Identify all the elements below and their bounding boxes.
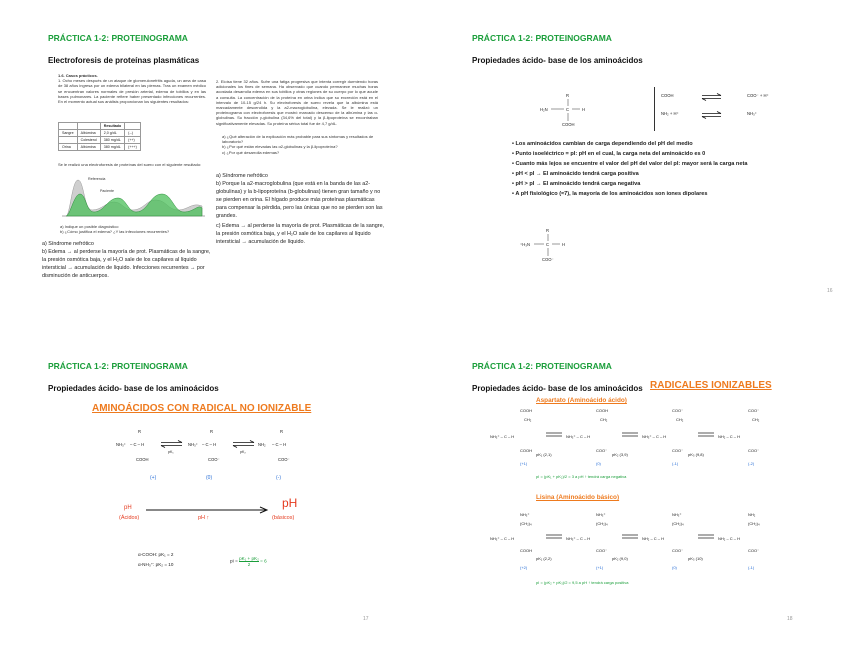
case-1-block (58, 73, 206, 104)
ph-label-right: pH (282, 496, 298, 510)
form-cationic: R NH₃⁺ – C – H COOH (116, 429, 149, 462)
answers-case-2 (216, 172, 386, 246)
table-header: Resultado (100, 123, 124, 130)
pi-formula: pI = $\frac{\text{pK₁ + pK₂}}{2}$ = 6 (230, 556, 267, 567)
aspartate-title: Aspartato (Aminoácido ácido) (536, 397, 627, 404)
answer-b: b) Edema → al perderse la mayoría de prot. Plasmáticas de la sangre, la presión osmótica baja, y el H₂O sale de los capilares al líquido intersticial → acumulación de líquido. Infecciones recurrentes → por disminución de anticuerpos. (42, 249, 211, 279)
svg-text:COO⁻: COO⁻ (748, 448, 760, 453)
svg-text:COOH: COOH (520, 548, 532, 553)
charge-negative: (-) (276, 475, 281, 481)
svg-text:(CH₂)₄: (CH₂)₄ (520, 521, 532, 526)
equilibrium-1-right: COO⁻ + H⁺ (747, 93, 769, 98)
bullet-item: • Punto isoeléctrico = pI: pH en el cual, la carga neta del aminoácido es 0 (512, 151, 706, 157)
slide-header: PRÁCTICA 1-2: PROTEINOGRAMA (472, 33, 612, 43)
equilibrium-arrows-icon (701, 93, 723, 101)
svg-text:COOH: COOH (596, 408, 608, 413)
svg-text:NH₃⁺: NH₃⁺ (520, 512, 530, 517)
question-b: b) ¿Cómo justifica el edema? ¿Y las infecciones recurrentes? (60, 229, 170, 235)
answer2-b: b) Porque la a2-macroglobulina (que está en la banda de las a2-globulinas) y la b-lipoproteína (b-globulinas) tienen gran tamaño y no se pierden en orina. El hígado produce más proteínas plasmáticas para compensar la pérdida, pero las únicas que no se pierden son las grandes. (216, 181, 383, 219)
svg-text:NH₃⁺ – C – H: NH₃⁺ – C – H (642, 434, 667, 439)
question-b: b) ¿Por qué están elevadas las α2-globulinas y la β-lipoproteína? (222, 144, 338, 150)
lysine-title: Lisina (Aminoácido básico) (536, 494, 620, 501)
case-1-questions (60, 224, 208, 234)
svg-text:NH₃⁺ – C – H: NH₃⁺ – C – H (566, 434, 591, 439)
svg-text:CH₂: CH₂ (676, 417, 684, 422)
pk2-label: pK₂ (240, 450, 246, 454)
bullet-item: • Los aminoácidos cambian de carga dependiendo del pH del medio (512, 141, 693, 147)
ph-acid-label: (Ácidos) (119, 515, 140, 521)
svg-text:NH₂ – C – H: NH₂ – C – H (718, 536, 741, 541)
svg-text:CH₂: CH₂ (600, 417, 608, 422)
table-row: Colesterol 380 mg/dL (++) (59, 137, 141, 144)
table-row: Sangre Albúmina 2,0 g/dL (--) (59, 130, 141, 137)
svg-text:NH₂: NH₂ (748, 512, 756, 517)
svg-text:COO⁻: COO⁻ (748, 408, 760, 413)
pk-value: α-NH₃⁺: pK₂ = 10 (138, 562, 174, 567)
slide-subtitle: Electroforesis de proteínas plasmáticas (48, 56, 200, 65)
slide-subtitle: Propiedades ácido- base de los aminoácidos (472, 384, 643, 393)
svg-text:COOH: COOH (520, 448, 532, 453)
aspartate-formula: pI = (pK₁ + pK₂)/2 = 3 a pH ↑ tendrá carga negativa (536, 474, 627, 479)
zwitterion-structure: R ⁺H₃N C H COO⁻ (520, 228, 566, 262)
section-title: RADICALES IONIZABLES (650, 380, 772, 391)
ph-basic-label: (básicos) (272, 515, 295, 521)
case-heading: 1.6. Casos prácticos. (58, 73, 98, 78)
question-a: a) Indique un posible diagnóstico (60, 224, 119, 229)
graph-label-reference: Referencia (88, 177, 106, 181)
bullet-list (512, 139, 832, 199)
lysine-labels: pK₁ (2,2) pK₂ (9,0) pK₃ (10) (+2) (+1) (0) (-1) (520, 556, 755, 570)
case-2-text: 2. Eloísa tiene 32 años. Sufre una fatiga progresiva que intenta corregir durmiendo horas adicionales los fines de semana. Ha observado que cuando permanece muchas horas acostada desarrolla edema en sus tobillos y otras regiones de su cuerpo por lo que acude a consulta. La concentración de la proteína en orina indica que su excreción está en el intervalo de 10-15 g/24 h. Su electroforesis de suero revela que la albúmina está marcadamente descendida y la a2-macroglobulina, elevada. Se le realizó un proteinograma con electroforesis que mostró marcado descenso de la albúmina y las α-globulinas. Su fracción γ-globulina (34,6% del total) y la β-lipoproteína se encontraban significativamente elevadas. Su proteína sérica total fue de 4,7 g/dL. (216, 79, 378, 126)
slide-subtitle: Propiedades ácido- base de los aminoácidos (48, 384, 219, 393)
slide-subtitle: Propiedades ácido- base de los aminoácidos (472, 56, 643, 65)
svg-text:NH₂ – C – H: NH₂ – C – H (718, 434, 741, 439)
slide-header: PRÁCTICA 1-2: PROTEINOGRAMA (472, 361, 612, 371)
equilibrium-arrows-icon (701, 111, 723, 119)
equilibrium-arrows-icon (160, 440, 184, 448)
table-row: Orina Albúmina 380 mg/dL (+++) (59, 144, 141, 151)
case-1-text-2: Se le realizó una electroforesis de proteínas del suero con el siguiente resultado: (58, 162, 202, 167)
equilibrium-box (654, 87, 805, 131)
case-1-text: 1. Ocho meses después de un ataque de glomerulonefritis aguda, un ama de casa de 38 años ingresa por un edema bilateral en las piernas. Tras un examen médico se encuentran valores normales de presión arterial, edema de tobillos y en las bases pulmonares. La paciente refiere haber presentado infecciones recurrentes. En el momento actual sus análisis proporcionan los siguientes resultados: (58, 78, 206, 105)
equilibrium-2-right: NH₃⁺ (747, 111, 757, 116)
svg-text:NH₃⁺ – C – H: NH₃⁺ – C – H (490, 536, 515, 541)
bullet-item: • pH < pI → El aminoácido tendrá carga positiva (512, 171, 639, 177)
section-title: AMINOÁCIDOS CON RADICAL NO IONIZABLE (92, 403, 312, 414)
answer2-c: c) Edema → al perderse la mayoría de prot. Plasmáticas de la sangre, la presión osmótica baja, y el H₂O sale de los capilares al líquido intersticial → acumulación de líquido. (216, 223, 385, 245)
svg-text:COO⁻: COO⁻ (672, 448, 684, 453)
page-number: 18 (787, 616, 793, 622)
form-anionic: R NH₂ – C – H COO⁻ (258, 429, 290, 462)
svg-text:NH₃⁺ – C – H: NH₃⁺ – C – H (490, 434, 515, 439)
equilibrium-2-left: NH₂ + H⁺ (661, 111, 679, 116)
slide-header: PRÁCTICA 1-2: PROTEINOGRAMA (48, 33, 188, 43)
question-c: c) ¿Por qué desarrolla edemas? (222, 149, 280, 155)
svg-text:NH₃⁺: NH₃⁺ (672, 512, 682, 517)
slide-header: PRÁCTICA 1-2: PROTEINOGRAMA (48, 361, 188, 371)
svg-text:NH₃⁺: NH₃⁺ (596, 512, 606, 517)
svg-text:(CH₂)₄: (CH₂)₄ (672, 521, 684, 526)
slide-3 (0, 328, 424, 655)
svg-text:COO⁻: COO⁻ (748, 548, 760, 553)
graph-label-patient: Paciente (100, 189, 114, 193)
page-number: 16 (827, 288, 833, 294)
svg-text:COO⁻: COO⁻ (596, 548, 608, 553)
svg-text:COO⁻: COO⁻ (672, 548, 684, 553)
svg-text:CH₂: CH₂ (752, 417, 760, 422)
svg-text:CH₂: CH₂ (524, 417, 532, 422)
amino-acid-structure: R H₂N C H COOH (540, 93, 586, 127)
electrophoresis-graph (60, 172, 208, 222)
equilibrium-1-left: COOH (661, 93, 674, 98)
svg-text:COO⁻: COO⁻ (596, 448, 608, 453)
pk1-label: pK₁ (168, 450, 174, 454)
charge-zero: (0) (206, 475, 213, 481)
aspartate-labels: pK₁ (2,1) pK₂ (3,9) pK₃ (9,8) (+1) (0) (-1) (-2) (520, 452, 755, 466)
answer-a: a) Síndrome nefrótico (42, 241, 94, 247)
bullet-item: • A pH fisiológico (≈7), la mayoría de los aminoácidos son iones dipolares (512, 191, 708, 197)
ph-label-left: pH (124, 505, 132, 511)
lysine-formula: pI = (pK₂ + pK₃)/2 = 9,5 a pH ↑ tendrá carga positiva (536, 580, 629, 585)
slide-4 (424, 328, 848, 655)
bullet-item: • pH > pI → El aminoácido tendrá carga negativa (512, 181, 641, 187)
page-number: 17 (363, 616, 369, 622)
bullet-item: • Cuanto más lejos se encuentre el valor del pH del valor del pI: mayor será la carga neta (512, 161, 748, 167)
svg-text:NH₃⁺ – C – H: NH₃⁺ – C – H (566, 536, 591, 541)
case-2-questions (222, 134, 380, 155)
answer2-a: a) Síndrome nefrótico (216, 173, 268, 179)
results-table (58, 122, 141, 151)
svg-text:NH₂ – C – H: NH₂ – C – H (642, 536, 665, 541)
ph-increase-label: pH ↑ (198, 515, 210, 521)
charge-positive: (+) (150, 475, 157, 481)
ph-arrow-icon (146, 506, 270, 514)
question-a: a) ¿Qué alteración de la explicación más probable para sus síntomas y resultados de laboratorio? (222, 134, 374, 145)
equilibrium-arrows-icon (232, 440, 256, 448)
slide-2 (424, 0, 848, 327)
svg-text:(CH₂)₄: (CH₂)₄ (748, 521, 760, 526)
pk-value: α-COOH: pK₁ = 2 (138, 552, 174, 557)
svg-text:COOH: COOH (520, 408, 532, 413)
form-zwitterion: R NH₃⁺ – C – H COO⁻ (188, 429, 220, 462)
svg-text:COO⁻: COO⁻ (672, 408, 684, 413)
answers-case-1 (42, 240, 214, 280)
svg-text:(CH₂)₄: (CH₂)₄ (596, 521, 608, 526)
pk-values (138, 550, 198, 570)
slide-1 (0, 0, 424, 327)
